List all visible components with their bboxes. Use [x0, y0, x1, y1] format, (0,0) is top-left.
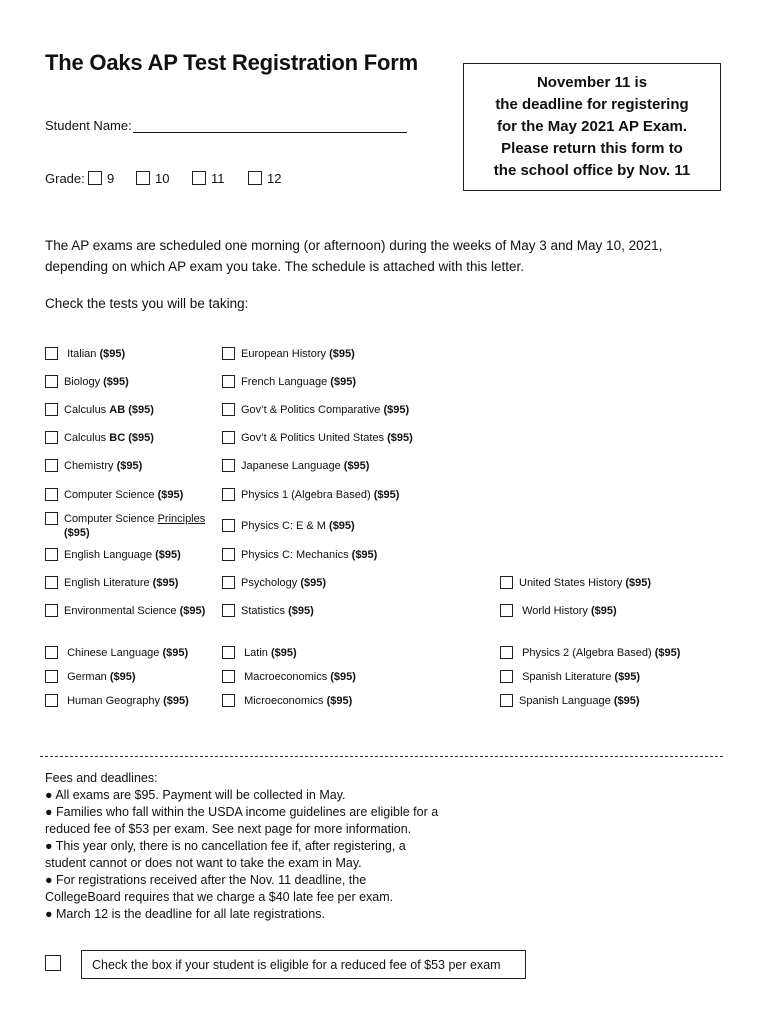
grade-10-checkbox[interactable] [136, 171, 150, 185]
test-microeconomics: Microeconomics ($95) [222, 694, 352, 708]
fees-section [45, 770, 438, 923]
notice-line: November 11 is [536, 74, 648, 91]
notice-line: Please return this form to [501, 140, 683, 157]
test-us-history: United States History ($95) [500, 576, 651, 590]
test-human-geography: Human Geography ($95) [45, 694, 189, 708]
test-french-language: French Language ($95) [222, 375, 356, 389]
reduced-fee-label: Check the box if your student is eligible for a reduced fee of $53 per exam [92, 957, 501, 972]
deadline-notice-box [463, 63, 721, 191]
test-physics-2-checkbox[interactable] [500, 646, 513, 659]
test-french-language-checkbox[interactable] [222, 375, 235, 388]
grade-10-label: 10 [155, 171, 170, 186]
grade-12-checkbox[interactable] [248, 171, 262, 185]
fees-line: ● Families who fall within the USDA income guidelines are eligible for a [45, 805, 439, 819]
test-german: German ($95) [45, 670, 136, 684]
fees-line: student cannot or does not want to take the exam in May. [45, 856, 362, 870]
test-european-history-checkbox[interactable] [222, 347, 235, 360]
fees-line: ● This year only, there is no cancellation fee if, after registering, a [45, 839, 406, 853]
test-physics-c-mechanics-checkbox[interactable] [222, 548, 235, 561]
fees-line: CollegeBoard requires that we charge a $40 late fee per exam. [45, 890, 394, 904]
test-chinese-language: Chinese Language ($95) [45, 646, 188, 660]
test-us-history-checkbox[interactable] [500, 576, 513, 589]
test-human-geography-checkbox[interactable] [45, 694, 58, 707]
student-name-field[interactable] [133, 132, 407, 133]
test-biology: Biology ($95) [45, 375, 129, 389]
test-csp-checkbox[interactable] [45, 512, 58, 525]
test-physics-1: Physics 1 (Algebra Based) ($95) [222, 488, 399, 502]
test-world-history: World History ($95) [500, 604, 617, 618]
fees-line: ● For registrations received after the Nov. 11 deadline, the [45, 873, 367, 887]
notice-line: for the May 2021 AP Exam. [496, 118, 688, 135]
grade-11-checkbox[interactable] [192, 171, 206, 185]
notice-line: the school office by Nov. 11 [493, 162, 691, 179]
test-english-literature: English Literature ($95) [45, 576, 178, 590]
test-chinese-language-checkbox[interactable] [45, 646, 58, 659]
test-japanese-language-checkbox[interactable] [222, 459, 235, 472]
test-chemistry-checkbox[interactable] [45, 459, 58, 472]
test-computer-science: Computer Science ($95) [45, 488, 183, 502]
grade-9-label: 9 [107, 171, 115, 186]
test-japanese-language: Japanese Language ($95) [222, 459, 369, 473]
reduced-fee-label-box [81, 950, 526, 979]
test-latin: Latin ($95) [222, 646, 297, 660]
test-environmental-science-checkbox[interactable] [45, 604, 58, 617]
test-calculus-ab-checkbox[interactable] [45, 403, 58, 416]
grade-9-checkbox[interactable] [88, 171, 102, 185]
grade-12-label: 12 [267, 171, 282, 186]
test-statistics: Statistics ($95) [222, 604, 314, 618]
test-latin-checkbox[interactable] [222, 646, 235, 659]
test-german-checkbox[interactable] [45, 670, 58, 683]
fees-line: ● All exams are $95. Payment will be collected in May. [45, 788, 346, 802]
test-psychology-checkbox[interactable] [222, 576, 235, 589]
test-biology-checkbox[interactable] [45, 375, 58, 388]
test-physics-c-em-checkbox[interactable] [222, 519, 235, 532]
fees-heading: Fees and deadlines: [45, 771, 158, 785]
test-statistics-checkbox[interactable] [222, 604, 235, 617]
test-italian: Italian ($95) [45, 347, 125, 361]
test-spanish-language-checkbox[interactable] [500, 694, 513, 707]
test-microeconomics-checkbox[interactable] [222, 694, 235, 707]
intro-paragraph-line: The AP exams are scheduled one morning (or afternoon) during the weeks of May 3 and May 10, 2021, [45, 238, 663, 253]
test-gov-politics-comparative: Gov’t & Politics Comparative ($95) [222, 403, 409, 417]
test-italian-checkbox[interactable] [45, 347, 58, 360]
test-macroeconomics-checkbox[interactable] [222, 670, 235, 683]
test-calculus-ab: Calculus AB ($95) [45, 403, 154, 417]
test-computer-science-principles: Computer Science Principles ($95) [45, 512, 205, 540]
page-title: The Oaks AP Test Registration Form [45, 50, 418, 75]
test-physics-1-checkbox[interactable] [222, 488, 235, 501]
test-spanish-literature: Spanish Literature ($95) [500, 670, 640, 684]
test-european-history: European History ($95) [222, 347, 355, 361]
test-physics-c-mechanics: Physics C: Mechanics ($95) [222, 548, 377, 562]
test-english-language-checkbox[interactable] [45, 548, 58, 561]
test-environmental-science: Environmental Science ($95) [45, 604, 205, 618]
test-calculus-bc-checkbox[interactable] [45, 431, 58, 444]
test-calculus-bc: Calculus BC ($95) [45, 431, 154, 445]
dashed-divider [40, 756, 723, 757]
test-computer-science-checkbox[interactable] [45, 488, 58, 501]
reduced-fee-checkbox[interactable] [45, 955, 61, 971]
test-gov-us-checkbox[interactable] [222, 431, 235, 444]
student-name-label: Student Name: [45, 118, 132, 133]
grade-11-label: 11 [211, 171, 225, 186]
test-spanish-language: Spanish Language ($95) [500, 694, 640, 708]
test-macroeconomics: Macroeconomics ($95) [222, 670, 356, 684]
test-english-language: English Language ($95) [45, 548, 181, 562]
test-english-literature-checkbox[interactable] [45, 576, 58, 589]
intro-paragraph-line: depending on which AP exam you take. The schedule is attached with this letter. [45, 259, 525, 274]
test-psychology: Psychology ($95) [222, 576, 326, 590]
notice-line: the deadline for registering [495, 96, 689, 113]
test-chemistry: Chemistry ($95) [45, 459, 142, 473]
test-gov-politics-us: Gov’t & Politics United States ($95) [222, 431, 413, 445]
fees-line: ● March 12 is the deadline for all late registrations. [45, 907, 325, 921]
fees-line: reduced fee of $53 per exam. See next page for more information. [45, 822, 412, 836]
test-spanish-literature-checkbox[interactable] [500, 670, 513, 683]
check-tests-prompt: Check the tests you will be taking: [45, 296, 249, 311]
test-physics-2: Physics 2 (Algebra Based) ($95) [500, 646, 680, 660]
test-world-history-checkbox[interactable] [500, 604, 513, 617]
grade-label: Grade: [45, 171, 85, 186]
test-physics-c-em: Physics C: E & M ($95) [222, 519, 355, 533]
test-gov-comparative-checkbox[interactable] [222, 403, 235, 416]
